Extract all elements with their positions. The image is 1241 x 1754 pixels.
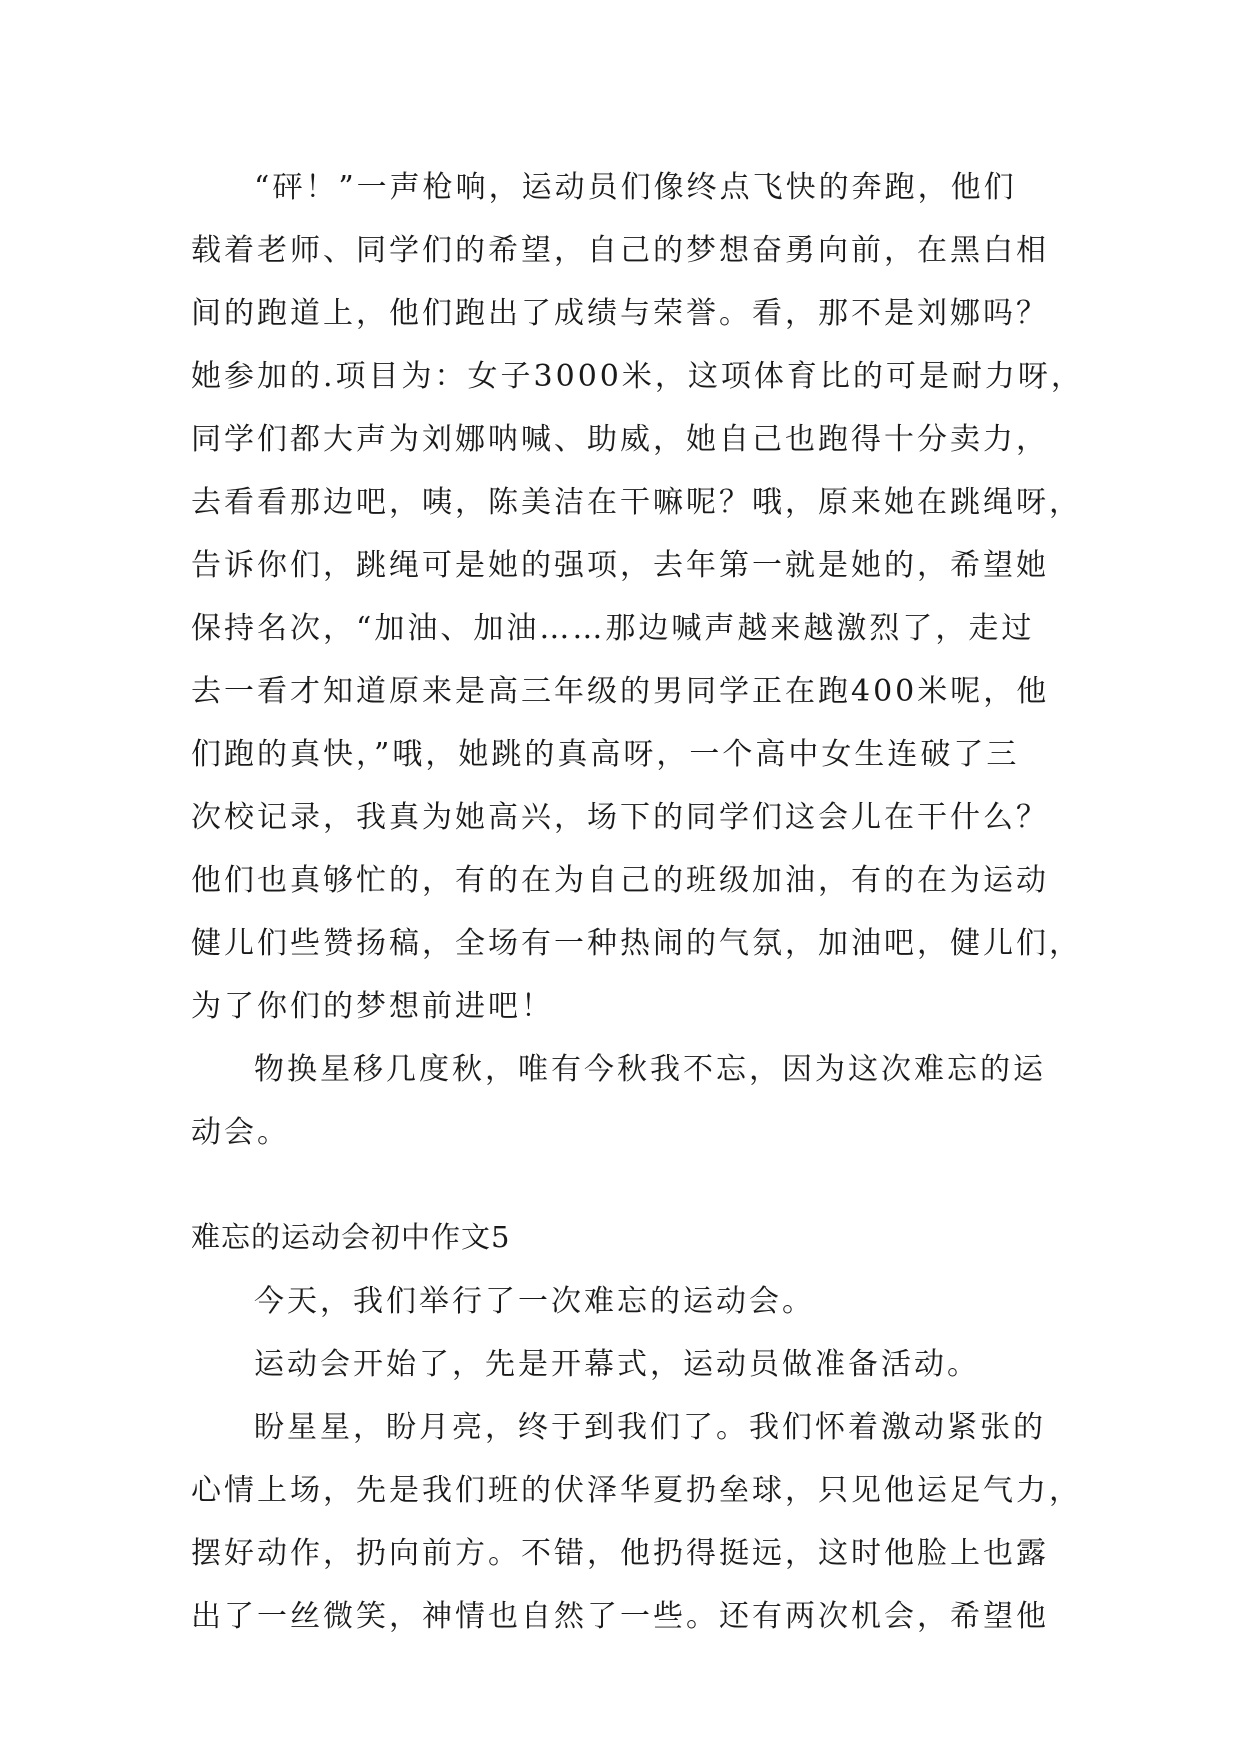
paragraph-line: 心情上场，先是我们班的伏泽华夏扔垒球，只见他运足气力， — [191, 1473, 1082, 1508]
paragraph-line: 出了一丝微笑，神情也自然了一些。还有两次机会，希望他 — [191, 1599, 1049, 1634]
paragraph-line: 同学们都大声为刘娜呐喊、助威，她自己也跑得十分卖力， — [191, 422, 1049, 457]
paragraph-line: 她参加的.项目为：女子3000米，这项体育比的可是耐力呀， — [191, 359, 1084, 394]
paragraph-line: 健儿们些赞扬稿，全场有一种热闹的气氛，加油吧，健儿们， — [191, 926, 1082, 961]
paragraph-line: 摆好动作，扔向前方。不错，他扔得挺远，这时他脸上也露 — [191, 1536, 1049, 1571]
paragraph-line: 告诉你们，跳绳可是她的强项，去年第一就是她的，希望她 — [191, 548, 1049, 583]
paragraph-line: 今天，我们举行了一次难忘的运动会。 — [254, 1284, 815, 1319]
paragraph-line: 物换星移几度秋，唯有今秋我不忘，因为这次难忘的运 — [254, 1052, 1046, 1087]
paragraph-line: 为了你们的梦想前进吧！ — [191, 989, 554, 1024]
paragraph-line: 他们也真够忙的，有的在为自己的班级加油，有的在为运动 — [191, 863, 1049, 898]
paragraph-line: “砰！”一声枪响，运动员们像终点飞快的奔跑，他们 — [254, 170, 1017, 205]
paragraph-line: 次校记录，我真为她高兴，场下的同学们这会儿在干什么？ — [191, 800, 1049, 835]
paragraph-line: 运动会开始了，先是开幕式，运动员做准备活动。 — [254, 1347, 980, 1382]
paragraph-line: 间的跑道上，他们跑出了成绩与荣誉。看，那不是刘娜吗？ — [191, 296, 1049, 331]
paragraph-line: 动会。 — [191, 1115, 290, 1150]
paragraph-line: 载着老师、同学们的希望，自己的梦想奋勇向前，在黑白相 — [191, 233, 1049, 268]
section-title: 难忘的运动会初中作文5 — [191, 1220, 511, 1254]
paragraph-line: 保持名次，“加油、加油……那边喊声越来越激烈了，走过 — [191, 611, 1035, 646]
paragraph-line: 去看看那边吧，咦，陈美洁在干嘛呢？哦，原来她在跳绳呀， — [191, 485, 1082, 520]
paragraph-line: 们跑的真快，”哦，她跳的真高呀，一个高中女生连破了三 — [191, 737, 1020, 772]
paragraph-line: 去一看才知道原来是高三年级的男同学正在跑400米呢，他 — [191, 674, 1050, 709]
paragraph-line: 盼星星，盼月亮，终于到我们了。我们怀着激动紧张的 — [254, 1410, 1046, 1445]
